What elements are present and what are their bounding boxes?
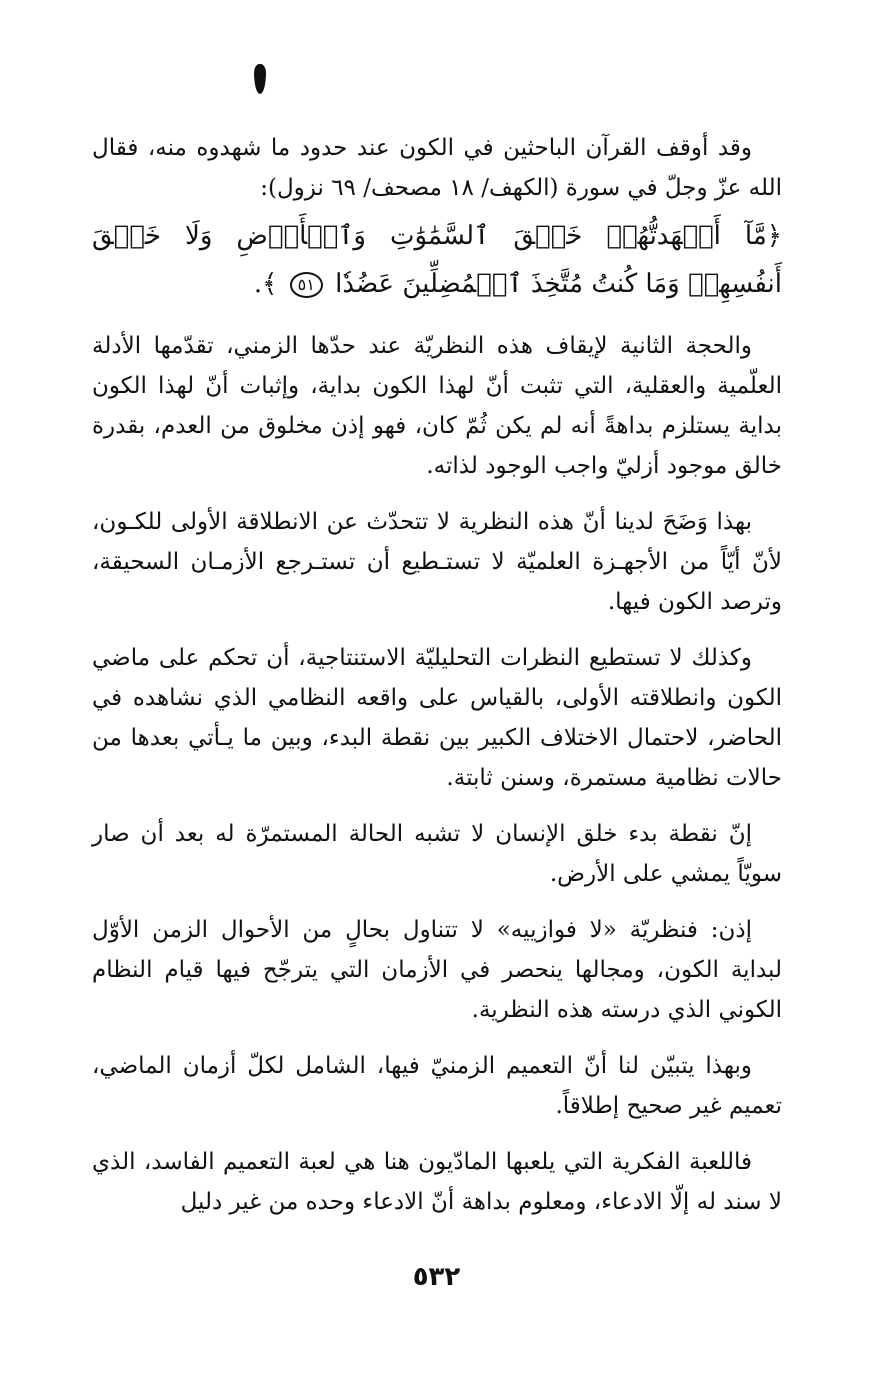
paragraph-human-creation: إنّ نقطة بدء خلق الإنسان لا تشبه الحالة المستمرّة له بعد أن صار سويّاً يمشي على الأرض.: [92, 821, 782, 887]
paragraph-materialists: فاللعبة الفكرية التي يلعبها المادّيون هنا هي لعبة التعميم الفاسد، الذي لا سند له إلّا الادعاء، ومعلوم بداهة أنّ الادعاء وحده من غير دليل: [92, 1149, 782, 1215]
verse-closing: ﴾.: [253, 269, 278, 299]
paragraph-intro: وقد أوقف القرآن الباحثين في الكون عند حدود ما شهدوه منه، فقال الله عزّ وجلّ في سورة (الكهف/ ١٨ مصحف/ ٦٩ نزول):: [92, 135, 782, 201]
quran-verse: [92, 212, 782, 308]
page-body: [92, 128, 782, 1238]
paragraph-second-argument: والحجة الثانية لإيقاف هذه النظريّة عند حدّها الزمني، تقدّمها الأدلة العلّمية والعقلية، التي تثبت أنّ لهذا الكون بداية، وإثبات أنّ لهذا الكون بداية يستلزم بداهةً أنه لم يكن ثُمّ كان، فهو إذن مخلوق من العدم، بقدرة خالق موجود أزليّ واجب الوجود لذاته.: [92, 333, 782, 479]
verse-text: ﴿مَّآ أَشۡهَدتُّهُمۡ خَلۡقَ ٱلسَّمَٰوَٰتِ وَٱلۡأَرۡضِ وَلَا خَلۡقَ أَنفُسِهِمۡ وَمَا كُنتُ مُتَّخِذَ ٱلۡمُضِلِّينَ عَضُدٗا: [92, 221, 782, 299]
paragraph-first-launch: بهذا وَضَحَ لدينا أنّ هذه النظرية لا تتحدّث عن الانطلاقة الأولى للكـون، لأنّ أيّاً من الأجهـزة العلميّة لا تستـطيع أن تستـرجع الأزمـان السحيقة، وترصد الكون فيها.: [92, 509, 782, 615]
paragraph-generalization: وبهذا يتبيّن لنا أنّ التعميم الزمنيّ فيها، الشامل لكلّ أزمان الماضي، تعميم غير صحيح إطلاقاً.: [92, 1053, 782, 1119]
paragraph-lavoisier: إذن: فنظريّة «لا فوازييه» لا تتناول بحالٍ من الأحوال الزمن الأوّل لبداية الكون، ومجالها ينحصر في الأزمان التي يترجّح فيها قيام النظام الكوني الذي درسته هذه النظرية.: [92, 917, 782, 1023]
paragraph-analytical-views: وكذلك لا تستطيع النظرات التحليليّة الاستنتاجية، أن تحكم على ماضي الكون وانطلاقته الأولى، بالقياس على واقعه النظامي الذي نشاهده في الحاضر، لاحتمال الاختلاف الكبير بين نقطة البدء، وبين ما يـأتي بعدها من حالات نظامية مستمرة، وسنن ثابتة.: [92, 645, 782, 791]
section-marker-icon: [254, 64, 266, 94]
ayah-number: ٥١: [290, 272, 323, 298]
page-number: ٥٣٢: [412, 1262, 461, 1292]
